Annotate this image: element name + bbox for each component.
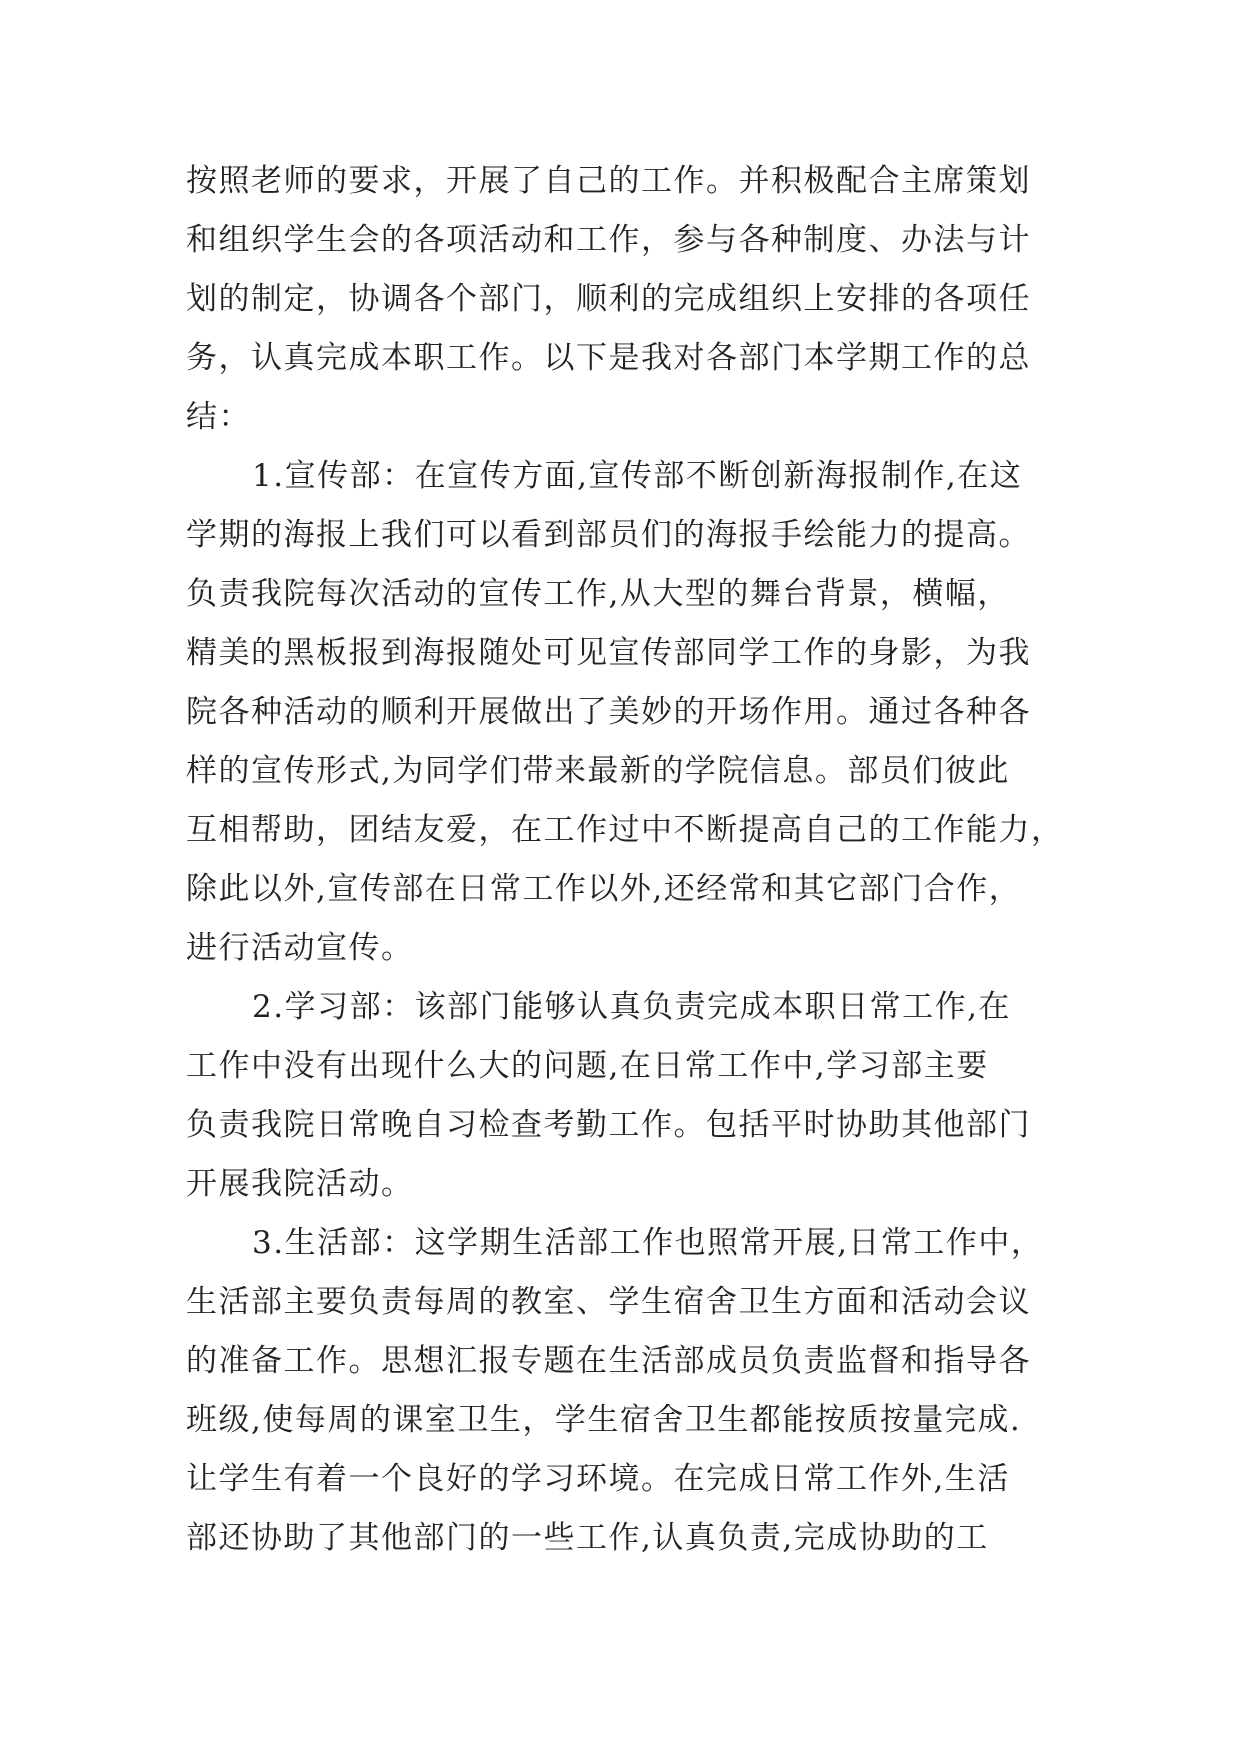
text-line-23: 让学生有着一个良好的学习环境。在完成日常工作外,生活: [186, 1461, 1010, 1497]
text-line-22: 班级,使每周的课室卫生，学生宿舍卫生都能按质按量完成.: [186, 1402, 1022, 1438]
text-line-5: 结：: [186, 399, 251, 435]
text-line-1: 按照老师的要求，开展了自己的工作。并积极配合主席策划: [186, 163, 1031, 199]
text-line-24: 部还协助了其他部门的一些工作,认真负责,完成协助的工: [186, 1520, 989, 1556]
text-line-18: 开展我院活动。: [186, 1166, 414, 1202]
text-line-20: 生活部主要负责每周的教室、学生宿舍卫生方面和活动会议: [186, 1284, 1031, 1320]
section-heading-life: 3.生活部：这学期生活部工作也照常开展,日常工作中，: [252, 1225, 1044, 1261]
text-line-4: 务，认真完成本职工作。以下是我对各部门本学期工作的总: [186, 340, 1031, 376]
text-line-14: 进行活动宣传。: [186, 930, 414, 966]
section-heading-study: 2.学习部：该部门能够认真负责完成本职日常工作,在: [252, 989, 1011, 1025]
text-line-7: 学期的海报上我们可以看到部员们的海报手绘能力的提高。: [186, 517, 1031, 553]
text-line-10: 院各种活动的顺利开展做出了美妙的开场作用。通过各种各: [186, 694, 1031, 730]
text-line-11: 样的宣传形式,为同学们带来最新的学院信息。部员们彼此: [186, 753, 1010, 789]
text-line-3: 划的制定，协调各个部门，顺利的完成组织上安排的各项任: [186, 281, 1031, 317]
text-line-8: 负责我院每次活动的宣传工作,从大型的舞台背景，横幅，: [186, 576, 1010, 612]
text-line-12: 互相帮助，团结友爱，在工作过中不断提高自己的工作能力，: [186, 812, 1064, 848]
text-line-2: 和组织学生会的各项活动和工作，参与各种制度、办法与计: [186, 222, 1031, 258]
text-line-21: 的准备工作。思想汇报专题在生活部成员负责监督和指导各: [186, 1343, 1031, 1379]
text-line-13: 除此以外,宣传部在日常工作以外,还经常和其它部门合作，: [186, 871, 1022, 907]
text-line-17: 负责我院日常晚自习检查考勤工作。包括平时协助其他部门: [186, 1107, 1031, 1143]
text-line-9: 精美的黑板报到海报随处可见宣传部同学工作的身影，为我: [186, 635, 1031, 671]
body-text: [186, 152, 1066, 1568]
section-heading-publicity: 1.宣传部：在宣传方面,宣传部不断创新海报制作,在这: [252, 458, 1023, 494]
text-line-16: 工作中没有出现什么大的问题,在日常工作中,学习部主要: [186, 1048, 989, 1084]
